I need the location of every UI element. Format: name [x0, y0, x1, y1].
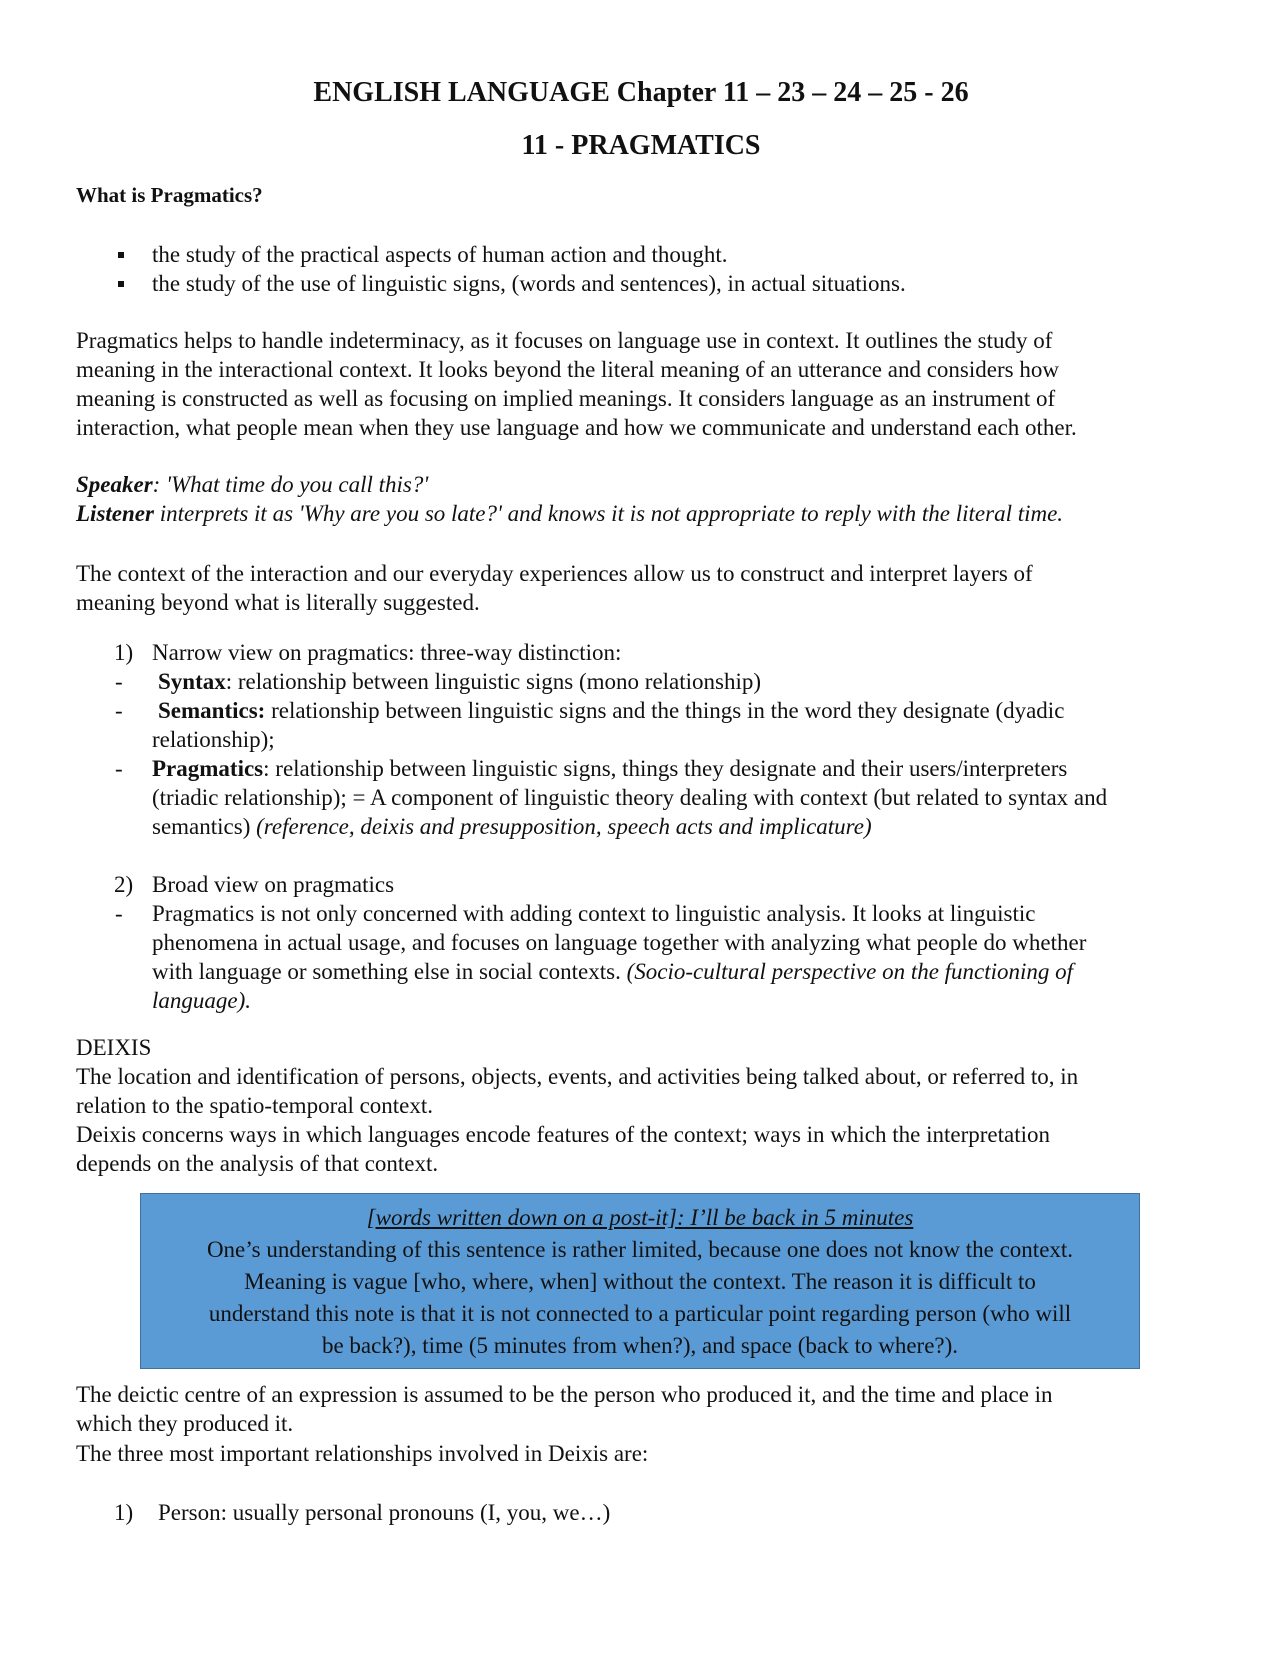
- term-syntax: Syntax: [158, 669, 226, 694]
- paragraph-line: Deixis concerns ways in which languages encode features of the context; ways in which the interpretation: [76, 1122, 1050, 1147]
- term-pragmatics: Pragmatics: [152, 756, 264, 781]
- term-definition-cont: relationship);: [152, 727, 275, 752]
- narrow-view-heading: Narrow view on pragmatics: three-way distinction:: [152, 640, 622, 665]
- dash-bullet: -: [115, 669, 123, 694]
- list-item: [76, 899, 1206, 1015]
- paragraph-line: [152, 957, 1206, 986]
- term-definition-cont: [152, 812, 1206, 841]
- listener-text: interprets it as 'Why are you so late?' and knows it is not appropriate to reply with the literal time.: [153, 501, 1064, 526]
- broad-text-plain: with language or something else in social contexts.: [152, 959, 627, 984]
- section-question: What is Pragmatics?: [76, 183, 263, 207]
- paragraph-line: which they produced it.: [76, 1411, 294, 1436]
- square-bullet-icon: [118, 252, 124, 258]
- paragraph-line: The location and identification of persons, objects, events, and activities being talked about, or referred to, in: [76, 1064, 1079, 1089]
- list-item: [76, 269, 906, 298]
- paragraph-line: language).: [152, 988, 252, 1013]
- list-item: [76, 1498, 1206, 1527]
- paragraph-line: Pragmatics is not only concerned with adding context to linguistic analysis. It looks at linguistic: [152, 901, 1036, 926]
- list-item: [76, 240, 906, 269]
- term-definition: relationship between linguistic signs and the things in the word they designate (dyadic: [265, 698, 1065, 723]
- three-relationships-line: The three most important relationships involved in Deixis are:: [76, 1441, 649, 1466]
- list-item: [76, 638, 1206, 667]
- dash-bullet: -: [115, 756, 123, 781]
- list-item: [76, 754, 1206, 841]
- list-number: 2): [114, 872, 134, 897]
- list-number: 1): [114, 1500, 134, 1525]
- listener-label: Listener: [76, 501, 154, 526]
- paragraph-line: interaction, what people mean when they use language and how we communicate and understand each other.: [76, 415, 1077, 440]
- bullet-text: the study of the practical aspects of human action and thought.: [152, 242, 728, 267]
- term-semantics: Semantics:: [158, 698, 266, 723]
- example-dialog: [76, 470, 1206, 528]
- person-item-text: Person: usually personal pronouns (I, you, we…): [158, 1500, 611, 1525]
- paragraph-line: meaning is constructed as well as focusing on implied meanings. It considers language as an instrument of: [76, 386, 1056, 411]
- intro-paragraph: [76, 326, 1206, 442]
- term-definition-italic: (reference, deixis and presupposition, speech acts and implicature): [256, 814, 872, 839]
- list-item: [76, 667, 1206, 696]
- term-definition-plain: semantics): [152, 814, 257, 839]
- broad-view-heading: Broad view on pragmatics: [152, 872, 395, 897]
- square-bullet-icon: [118, 281, 124, 287]
- narrow-view-list: [76, 638, 1206, 841]
- list-number: 1): [114, 640, 134, 665]
- post-it-callout-box: [140, 1193, 1140, 1369]
- speaker-text: : 'What time do you call this?': [152, 472, 429, 497]
- document-title: ENGLISH LANGUAGE Chapter 11 – 23 – 24 – 25 - 26: [313, 77, 969, 108]
- deixis-definition: [76, 1062, 1206, 1120]
- broad-text-italic: (Socio-cultural perspective on the functioning of: [626, 959, 1074, 984]
- definition-bullets: [76, 240, 906, 298]
- paragraph-line: Pragmatics helps to handle indeterminacy, as it focuses on language use in context. It outlines the study of: [76, 328, 1053, 353]
- post-it-line: understand this note is that it is not connected to a particular point regarding person (who will: [208, 1301, 1072, 1326]
- dash-bullet: -: [115, 698, 123, 723]
- post-it-line: Meaning is vague [who, where, when] without the context. The reason it is difficult to: [244, 1269, 1036, 1294]
- deixis-heading: DEIXIS: [76, 1035, 152, 1060]
- speaker-line: [76, 470, 1206, 499]
- chapter-title: 11 - PRAGMATICS: [521, 130, 761, 161]
- broad-view-list: [76, 870, 1206, 1015]
- deictic-centre-paragraph: [76, 1380, 1206, 1438]
- list-item: [76, 696, 1206, 754]
- list-item: [76, 870, 1206, 899]
- term-definition: : relationship between linguistic signs, things they designate and their users/interpreters: [263, 756, 1068, 781]
- context-paragraph: [76, 559, 1206, 617]
- paragraph-line: The context of the interaction and our everyday experiences allow us to construct and interpret layers of: [76, 561, 1033, 586]
- listener-line: [76, 499, 1206, 528]
- paragraph-line: The deictic centre of an expression is assumed to be the person who produced it, and the time and place in: [76, 1382, 1053, 1407]
- speaker-label: Speaker: [76, 472, 153, 497]
- paragraph-line: depends on the analysis of that context.: [76, 1151, 439, 1176]
- paragraph-line: phenomena in actual usage, and focuses on language together with analyzing what people do whether: [152, 930, 1087, 955]
- paragraph-line: meaning beyond what is literally suggested.: [76, 590, 480, 615]
- dash-bullet: -: [115, 901, 123, 926]
- term-definition-cont: (triadic relationship); = A component of linguistic theory dealing with context (but related to syntax and: [152, 785, 1108, 810]
- post-it-line: One’s understanding of this sentence is rather limited, because one does not know the context.: [206, 1237, 1074, 1262]
- paragraph-line: relation to the spatio-temporal context.: [76, 1093, 434, 1118]
- paragraph-line: meaning in the interactional context. It looks beyond the literal meaning of an utterance and considers how: [76, 357, 1059, 382]
- bullet-text: the study of the use of linguistic signs, (words and sentences), in actual situations.: [152, 271, 906, 296]
- term-definition: : relationship between linguistic signs (mono relationship): [225, 669, 762, 694]
- post-it-headline: [words written down on a post-it]: I’ll be back in 5 minutes: [366, 1205, 914, 1230]
- post-it-line: be back?), time (5 minutes from when?), and space (back to where?).: [321, 1333, 959, 1358]
- deixis-encoding: [76, 1120, 1206, 1178]
- relationships-list: [76, 1498, 1206, 1527]
